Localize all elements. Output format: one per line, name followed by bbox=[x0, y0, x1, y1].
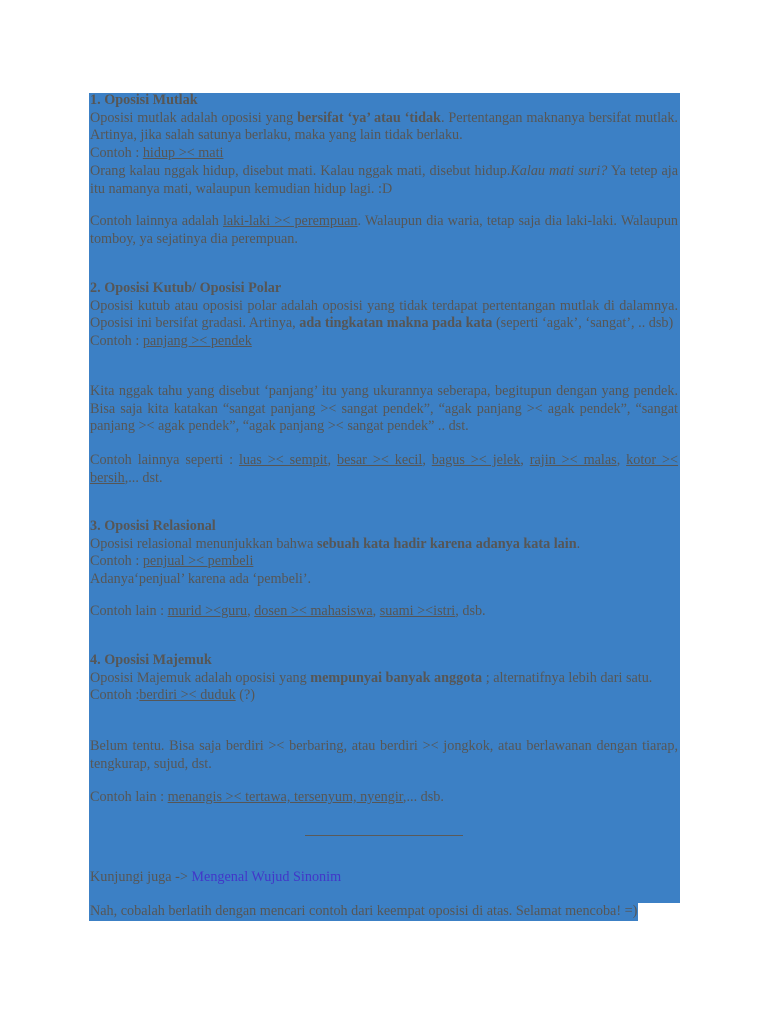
definition-text: Oposisi Majemuk adalah oposisi yang bbox=[90, 669, 311, 686]
explanation-paragraph bbox=[90, 163, 678, 198]
explanation-paragraph: Kita nggak tahu yang disebut ‘panjang’ itu yang ukurannya seberapa, begitupun dengan yang pendek. Bisa saja kita katakan “sangat panjang >< sangat pendek”, “agak panjang >< agak pendek”, “sangat panjang >< agak pendek”, “agak panjang >< sangat pendek” .. dst. bbox=[90, 383, 678, 435]
example-pair: suami ><istri bbox=[379, 603, 456, 619]
section-title: 1. Oposisi Mutlak bbox=[90, 92, 198, 108]
section-oposisi-relasional bbox=[90, 518, 678, 589]
example-pair: menangis >< tertawa, tersenyum, nyengir bbox=[167, 789, 403, 805]
section-title: 4. Oposisi Majemuk bbox=[90, 652, 212, 668]
definition-emphasis: bersifat ‘ya’ atau ‘tidak bbox=[297, 109, 441, 126]
definition-emphasis: ada tingkatan makna pada kata bbox=[299, 315, 493, 332]
example-pair: murid ><guru bbox=[167, 603, 248, 619]
example-pair: penjual >< pembeli bbox=[142, 553, 254, 570]
example-line bbox=[90, 687, 678, 705]
separator: , bbox=[247, 603, 255, 619]
separator: , bbox=[616, 452, 627, 468]
more-end: ,... dsb. bbox=[402, 789, 444, 805]
example-pair: bagus >< jelek bbox=[431, 452, 521, 468]
example-pair: rajin >< malas bbox=[529, 452, 617, 468]
explanation-text: Orang kalau nggak hidup, disebut mati. Kalau nggak mati, disebut hidup. bbox=[90, 162, 511, 179]
example-label: Contoh : bbox=[90, 333, 143, 350]
definition-paragraph bbox=[90, 536, 678, 554]
explanation-question: Kalau mati suri? bbox=[510, 162, 608, 179]
divider bbox=[305, 835, 463, 836]
example-line bbox=[90, 333, 678, 351]
separator: , bbox=[372, 603, 380, 619]
more-end: ,... dst. bbox=[124, 469, 163, 486]
example-pair: dosen >< mahasiswa bbox=[254, 603, 373, 619]
explanation-paragraph: Belum tentu. Bisa saja berdiri >< berbaring, atau berdiri >< jongkok, atau berlawanan dengan tiarap, tengkurap, sujud, dst. bbox=[90, 738, 678, 772]
definition-text: Oposisi kutub atau oposisi polar adalah oposisi yang tidak terdapat pertentangan mutlak di dalamnya. Oposisi ini bersifat gradasi. Artinya, bbox=[90, 297, 678, 332]
section-kutub-more bbox=[90, 452, 678, 487]
section-relasional-more bbox=[90, 603, 678, 621]
more-text: Contoh lainnya adalah bbox=[90, 213, 223, 229]
example-pair: panjang >< pendek bbox=[142, 333, 252, 350]
example-pair: besar >< kecil bbox=[336, 452, 423, 468]
definition-paragraph bbox=[90, 670, 678, 688]
section-oposisi-kutub bbox=[90, 280, 678, 351]
separator: , bbox=[422, 452, 432, 468]
definition-emphasis: mempunyai banyak anggota bbox=[310, 669, 483, 686]
explanation-paragraph: Adanya‘penjual’ karena ada ‘pembeli’. bbox=[90, 571, 312, 588]
more-end: , dsb. bbox=[455, 603, 486, 619]
more-text: . Walaupun dia waria, tetap saja dia laki-laki. Walaupun tomboy, ya sejatinya dia perempuan. bbox=[90, 213, 679, 247]
separator: , bbox=[520, 452, 530, 468]
explanation-text: Ya tetep aja itu namanya mati, walaupun kemudian hidup lagi. :D bbox=[90, 162, 678, 197]
more-label: Contoh lain : bbox=[90, 789, 168, 805]
closing-line: Nah, cobalah berlatih dengan mencari contoh dari keempat oposisi di atas. Selamat mencoba! =) bbox=[90, 903, 638, 919]
see-also-link[interactable]: Mengenal Wujud Sinonim bbox=[191, 869, 342, 885]
definition-text: Oposisi relasional menunjukkan bahwa bbox=[90, 535, 317, 552]
section-mutlak-more bbox=[90, 213, 678, 248]
definition-text: . bbox=[576, 535, 581, 552]
definition-text: ; alternatifnya lebih dari satu. bbox=[482, 669, 653, 686]
more-label: Contoh lain : bbox=[90, 603, 168, 619]
definition-text: . Pertentangan maknanya bersifat mutlak. Artinya, jika salah satunya berlaku, maka yang lain tidak berlaku. bbox=[90, 109, 678, 144]
section-majemuk-more bbox=[90, 789, 678, 807]
more-label: Contoh lainnya seperti : bbox=[90, 452, 239, 468]
definition-text: (seperti ‘agak’, ‘sangat’, .. dsb) bbox=[492, 315, 674, 332]
example-label: Contoh : bbox=[90, 145, 143, 162]
example-pair: laki-laki >< perempuan bbox=[222, 213, 358, 229]
example-line bbox=[90, 145, 678, 163]
section-title: 3. Oposisi Relasional bbox=[90, 518, 216, 534]
example-label: Contoh : bbox=[90, 553, 143, 570]
example-line bbox=[90, 553, 678, 571]
section-title: 2. Oposisi Kutub/ Oposisi Polar bbox=[90, 280, 282, 296]
definition-paragraph bbox=[90, 298, 678, 333]
see-also-label: Kunjungi juga -> bbox=[90, 869, 192, 885]
see-also-line bbox=[90, 869, 678, 887]
definition-emphasis: sebuah kata hadir karena adanya kata lain bbox=[316, 535, 577, 552]
example-pair: kotor >< bersih bbox=[90, 452, 679, 486]
definition-paragraph bbox=[90, 110, 678, 145]
example-pair: hidup >< mati bbox=[142, 145, 224, 162]
example-label: Contoh : bbox=[90, 687, 140, 704]
example-suffix: (?) bbox=[235, 687, 255, 704]
section-oposisi-mutlak bbox=[90, 92, 678, 198]
section-oposisi-majemuk bbox=[90, 652, 678, 705]
example-pair: luas >< sempit bbox=[238, 452, 328, 468]
separator: , bbox=[327, 452, 337, 468]
example-pair: berdiri >< duduk bbox=[139, 687, 236, 704]
definition-text: Oposisi mutlak adalah oposisi yang bbox=[90, 109, 298, 126]
